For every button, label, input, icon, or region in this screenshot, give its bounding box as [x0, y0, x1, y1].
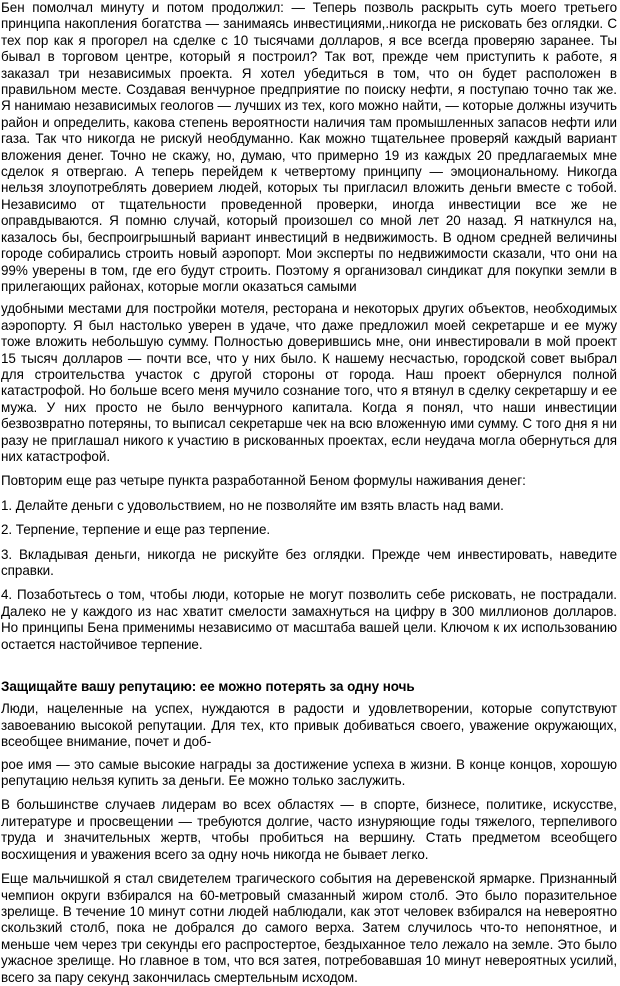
list-item-1: 1. Делайте деньги с удовольствием, но не позволяйте им взять власть над вами. — [1, 497, 504, 513]
section-heading: Защищайте вашу репутацию: ее можно потерять за одну ночь — [1, 679, 415, 695]
paragraph-reputation-intro: Люди, нацеленные на успех, нуждаются в радости и удовлетворении, которые сопутствуют завоеванию высокой репутации. Для тех, кто привык добиваться своего, уважение окружающих, всеобщее внимание, почет и доб- — [1, 701, 617, 750]
list-item-3: 3. Вкладывая деньги, никогда не рискуйте без оглядки. Прежде чем инвестировать, наведите справки. — [1, 546, 617, 578]
list-item-4: 4. Позаботьтесь о том, чтобы люди, которые не могут позволить себе рисковать, не пострадали. Далеко не у каждого из нас хватит смелости замахнуться на цифру в 300 миллионов долларов. Но принципы Бена применимы независимо от масштаба вашей цели. Ключом к их использованию остается настойчивое терпение. — [1, 587, 617, 652]
paragraph-airport-story: удобными местами для постройки мотеля, ресторана и некоторых других объектов, необходимых аэропорту. Я был настолько уверен в удаче, что даже предложил моей секретарше и ее мужу тоже вложить небольшую сумму. Полностью доверившись мне, они инвестировали в мой проект 15 тысяч долларов — почти все, что у них было. К нашему несчастью, городской совет выбрал для строительства участок с другой стороны от города. Наш проект обернулся полной катастрофой. Но больше всего меня мучило сознание того, что я втянул в сделку секретаршу и ее мужа. У них просто не было венчурного капитала. Когда я понял, что наши инвестиции безвозвратно потеряны, то выписал секретарше чек на всю вложенную ими сумму. С того дня я ни разу не приглашал никого к участию в рискованных проектах, если неудача могла обернуться для них катастрофой. — [1, 301, 617, 464]
paragraph-leaders: В большинстве случаев лидерам во всех областях — в спорте, бизнесе, политике, искусстве, литературе и просвещении — требуются долгие, часто изнуряющие годы тяжелого, терпеливого труда и значительных жертв, чтобы пробиться на вершину. Стать предметом всеобщего восхищения и уважения всего за одну ночь никогда не бывает легко. — [1, 797, 617, 862]
paragraph-reputation-reward: рое имя — это самые высокие награды за достижение успеха в жизни. В конце концов, хорошую репутацию нельзя купить за деньги. Ее можно только заслужить. — [1, 756, 617, 789]
paragraph-bens-third-principle: Бен помолчал минуту и потом продолжил: — Теперь позволь раскрыть суть моего третьего принципа накопления богатства — занимаясь инвестициями,.никогда не рисковать без оглядки. С тех пор как я прогорел на сделке с 10 тысячами долларов, я все всегда проверяю заранее. Ты бывал в торговом центре, который я построил? Так вот, прежде чем приступить к работе, я заказал три независимых проекта. Я хотел убедиться в том, что он будет расположен в правильном месте. Создавая венчурное предприятие по поиску нефти, я поступаю точно так же. Я нанимаю независимых геологов — лучших из тех, кого можно найти, — которые должны изучить район и определить, какова степень вероятности наличия там промышленных запасов нефти или газа. Так что никогда не рискуй необдуманно. Как можно тщательнее проверяй каждый вариант вложения денег. Точно не скажу, но, думаю, что примерно 19 из каждых 20 предлагаемых мне сделок я отвергаю. А теперь перейдем к четвертому принципу — эмоциональному. Никогда нельзя злоупотреблять доверием людей, которых ты пригласил вложить деньги вместе с тобой. Независимо от тщательности проведенной проверки, иногда инвестиции все же не оправдываются. Я помню случай, который произошел со мной лет 20 назад. Я наткнулся на, казалось бы, беспроигрышный вариант инвестиций в недвижимость. В одном средней величины городе собирались строить новый аэропорт. Мои эксперты по недвижимости сказали, что они на 99% уверены в том, где его будут строить. Поэтому я организовал синдикат для покупки земли в прилегающих районах, которые могли оказаться самыми — [1, 0, 617, 294]
paragraph-fair-story: Еще мальчишкой я стал свидетелем трагического события на деревенской ярмарке. Признанный чемпион округи взбирался на 60-метровый смазанный жиром столб. Это было поразительное зрелище. В течение 10 минут сотни людей наблюдали, как этот человек взбирался на невероятно скользкий столб, пока не добрался до самого верха. Затем случилось что-то непонятное, и меньше чем через три секунды его распростертое, бездыханное тело лежало на земле. Это было ужасное зрелище. Но главное в том, что вся затея, потребовавшая 10 минут невероятных усилий, всего за пару секунд закончилась смертельным исходом. — [1, 871, 617, 985]
list-item-2: 2. Терпение, терпение и еще раз терпение. — [1, 522, 271, 538]
paragraph-summary-intro: Повторим еще раз четыре пункта разработанной Беном формулы наживания денег: — [1, 473, 526, 489]
